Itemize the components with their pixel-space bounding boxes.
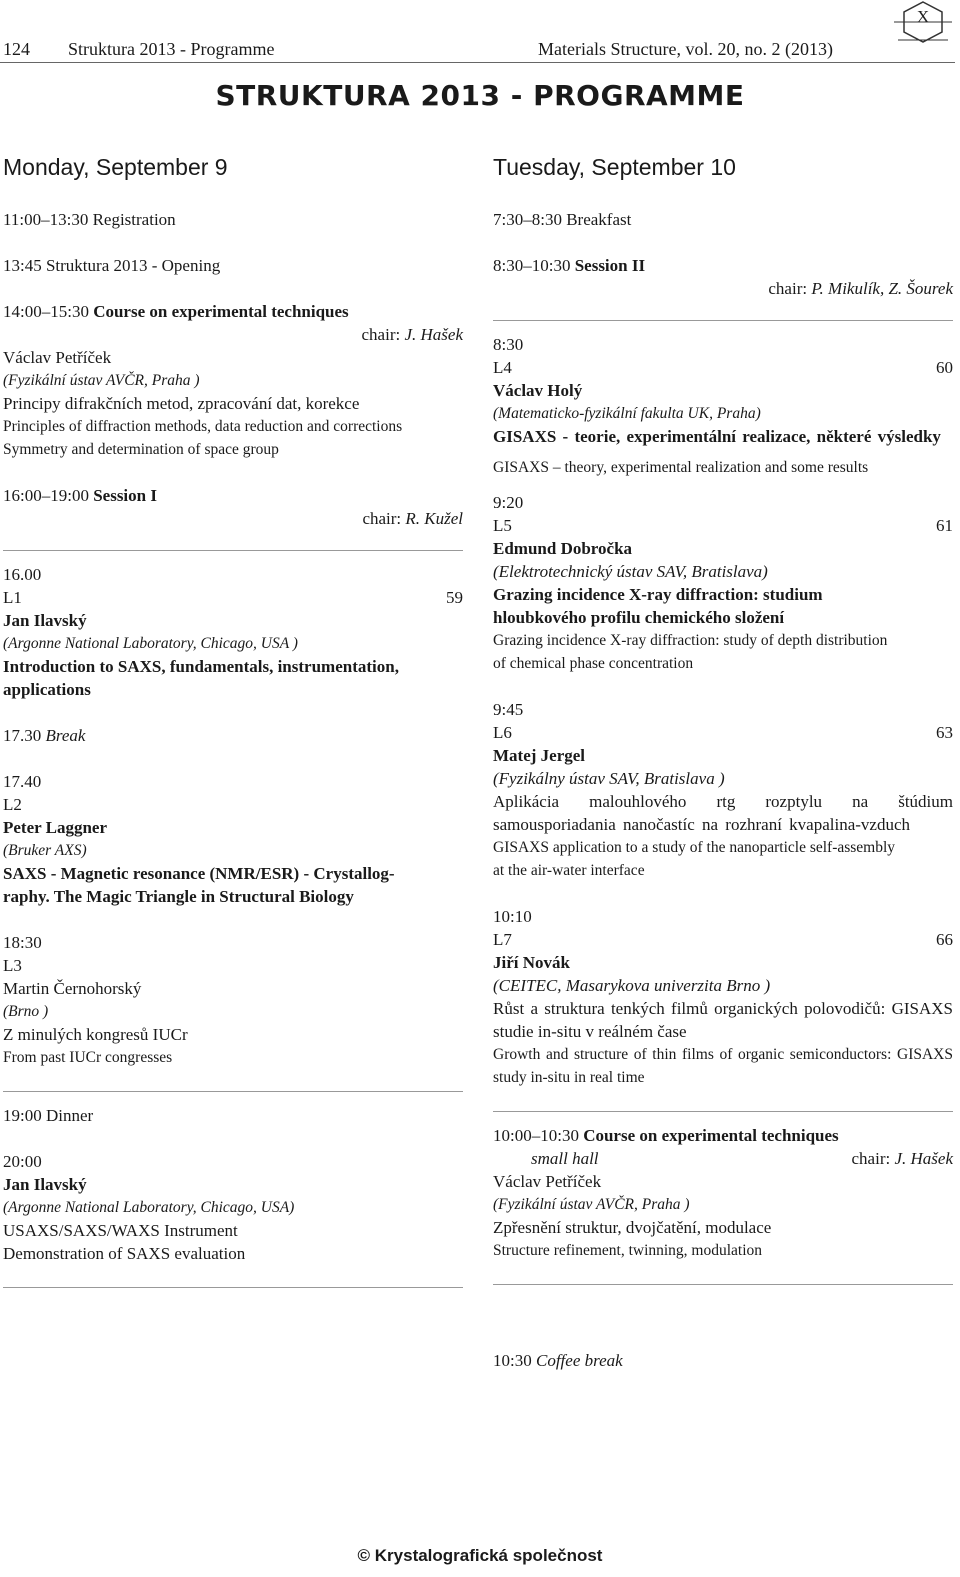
l7-title: Růst a struktura tenkých filmů organických polovodičů: GISAXS studie in-situ v reálném čase bbox=[493, 999, 953, 1041]
dinner: 19:00 Dinner bbox=[3, 1106, 94, 1125]
breakfast: 7:30–8:30 Breakfast bbox=[493, 210, 632, 229]
l1-title-2: applications bbox=[3, 680, 91, 699]
l5-page: 61 bbox=[936, 516, 953, 535]
l3-title: Z minulých kongresů IUCr bbox=[3, 1025, 188, 1044]
registration: 11:00–13:30 Registration bbox=[3, 210, 176, 229]
session-chair: chair: P. Mikulík, Z. Šourek bbox=[768, 279, 953, 298]
l5-speaker: Edmund Dobročka bbox=[493, 539, 633, 558]
l6-title: Aplikácia malouhlového rtg rozptylu na štúdium samousporiadania nanočastíc na rozhraní kvapalina-vzduch bbox=[493, 792, 953, 834]
l1-speaker: Jan Ilavský bbox=[3, 611, 87, 630]
l2-affiliation: (Bruker AXS) bbox=[3, 842, 87, 859]
tuesday-schedule bbox=[493, 208, 953, 1372]
page-title: STRUKTURA 2013 - PROGRAMME bbox=[215, 79, 745, 112]
divider bbox=[493, 1111, 953, 1112]
l2-title-2: raphy. The Magic Triangle in Structural Biology bbox=[3, 887, 354, 906]
l6-speaker: Matej Jergel bbox=[493, 746, 586, 765]
l5-title-en: Grazing incidence X-ray diffraction: study of depth distribution bbox=[493, 632, 888, 649]
course-chair: chair: J. Hašek bbox=[361, 325, 463, 344]
l3-title-en: From past IUCr congresses bbox=[3, 1049, 173, 1066]
footer-copyright: © Krystalografická společnost bbox=[357, 1546, 603, 1565]
l6-title-en: GISAXS application to a study of the nanoparticle self-assembly bbox=[493, 839, 896, 856]
course-speaker: Václav Petříček bbox=[493, 1172, 602, 1191]
l5-time: 9:20 bbox=[493, 493, 524, 512]
l1-page: 59 bbox=[446, 588, 463, 607]
l4-title-en: GISAXS – theory, experimental realization and some results bbox=[493, 459, 869, 476]
course-speaker: Václav Petříček bbox=[3, 348, 112, 367]
demo-title-2: Demonstration of SAXS evaluation bbox=[3, 1244, 246, 1263]
l3-time: 18:30 bbox=[3, 933, 42, 952]
l7-page: 66 bbox=[936, 930, 953, 949]
course-heading: 10:00–10:30 Course on experimental techniques bbox=[493, 1126, 839, 1145]
l4-title: GISAXS - teorie, experimentální realizace, některé výsledky bbox=[493, 427, 941, 446]
course-room: small hall bbox=[531, 1149, 599, 1168]
l4-speaker: Václav Holý bbox=[493, 381, 583, 400]
session-heading: 16:00–19:00 Session I bbox=[3, 486, 157, 505]
l7-time: 10:10 bbox=[493, 907, 532, 926]
demo-speaker: Jan Ilavský bbox=[3, 1175, 87, 1194]
course-room-row bbox=[493, 1147, 953, 1170]
course-title-cz: Zpřesnění struktur, dvojčatění, modulace bbox=[493, 1218, 772, 1237]
coffee-break: 10:30 Coffee break bbox=[493, 1351, 623, 1370]
divider bbox=[3, 1091, 463, 1092]
l7-title-en: Growth and structure of thin films of organic semiconductors: GISAXS study in-situ in real time bbox=[493, 1046, 953, 1086]
l3-affiliation: (Brno ) bbox=[3, 1003, 49, 1020]
l5-affiliation: (Elektrotechnický ústav SAV, Bratislava) bbox=[493, 562, 768, 581]
l6-affiliation: (Fyzikálny ústav SAV, Bratislava ) bbox=[493, 769, 725, 788]
session-heading: 8:30–10:30 Session II bbox=[493, 256, 646, 275]
course-affiliation: (Fyzikální ústav AVČR, Praha ) bbox=[493, 1196, 690, 1213]
l6-page: 63 bbox=[936, 723, 953, 742]
l5-title-en-2: of chemical phase concentration bbox=[493, 655, 694, 672]
l7-affiliation: (CEITEC, Masarykova univerzita Brno ) bbox=[493, 976, 771, 995]
monday-heading: Monday, September 9 bbox=[3, 154, 228, 180]
l1-time: 16.00 bbox=[3, 565, 42, 584]
session-chair: chair: R. Kužel bbox=[362, 509, 463, 528]
l1-code-row: L1 59 bbox=[3, 588, 463, 607]
logo-letter: X bbox=[916, 7, 930, 26]
l3-speaker: Martin Černohorský bbox=[3, 979, 142, 998]
divider bbox=[3, 550, 463, 551]
journal-logo-icon bbox=[892, 0, 954, 46]
l6-code-row: L6 63 bbox=[493, 723, 953, 742]
opening: 13:45 Struktura 2013 - Opening bbox=[3, 256, 221, 275]
running-title: Struktura 2013 - Programme bbox=[68, 39, 275, 59]
l2-time: 17.40 bbox=[3, 772, 42, 791]
course-chair: chair: J. Hašek bbox=[851, 1149, 953, 1168]
l5-title: Grazing incidence X-ray diffraction: studium bbox=[493, 585, 823, 604]
l4-code-row: L4 60 bbox=[493, 358, 953, 377]
header-rule bbox=[0, 62, 955, 63]
monday-schedule bbox=[3, 208, 463, 1300]
l6-time: 9:45 bbox=[493, 700, 524, 719]
divider bbox=[493, 320, 953, 321]
break: 17.30 Break bbox=[3, 726, 86, 745]
l4-time: 8:30 bbox=[493, 335, 524, 354]
course-title-en: Principles of diffraction methods, data reduction and corrections bbox=[3, 418, 403, 435]
course-heading: 14:00–15:30 Course on experimental techniques bbox=[3, 302, 349, 321]
divider bbox=[3, 1287, 463, 1288]
demo-time: 20:00 bbox=[3, 1152, 42, 1171]
l2-speaker: Peter Laggner bbox=[3, 818, 108, 837]
l1-title: Introduction to SAXS, fundamentals, instrumentation, bbox=[3, 657, 399, 676]
l2-code: L2 bbox=[3, 795, 22, 814]
demo-title: USAXS/SAXS/WAXS Instrument bbox=[3, 1221, 238, 1240]
l1-affiliation: (Argonne National Laboratory, Chicago, USA ) bbox=[3, 635, 298, 652]
l2-title: SAXS - Magnetic resonance (NMR/ESR) - Crystallog- bbox=[3, 864, 395, 883]
demo-affiliation: (Argonne National Laboratory, Chicago, USA) bbox=[3, 1199, 295, 1216]
page-number: 124 bbox=[3, 39, 30, 59]
tuesday-heading: Tuesday, September 10 bbox=[493, 154, 736, 180]
course-title-cz: Principy difrakčních metod, zpracování dat, korekce bbox=[3, 394, 360, 413]
l3-code: L3 bbox=[3, 956, 22, 975]
course-affiliation: (Fyzikální ústav AVČR, Praha ) bbox=[3, 372, 200, 389]
course-title-en: Structure refinement, twinning, modulation bbox=[493, 1242, 763, 1259]
l7-code-row: L7 66 bbox=[493, 930, 953, 949]
l6-title-en-2: at the air-water interface bbox=[493, 862, 645, 879]
l4-page: 60 bbox=[936, 358, 953, 377]
divider bbox=[493, 1284, 953, 1285]
course-title-en-2: Symmetry and determination of space group bbox=[3, 441, 279, 458]
l5-title-2: hloubkového profilu chemického složení bbox=[493, 608, 785, 627]
l4-affiliation: (Matematicko-fyzikální fakulta UK, Praha) bbox=[493, 405, 761, 422]
journal-reference: Materials Structure, vol. 20, no. 2 (2013) bbox=[538, 39, 833, 59]
l7-speaker: Jiří Novák bbox=[493, 953, 570, 972]
l5-code-row: L5 61 bbox=[493, 516, 953, 535]
